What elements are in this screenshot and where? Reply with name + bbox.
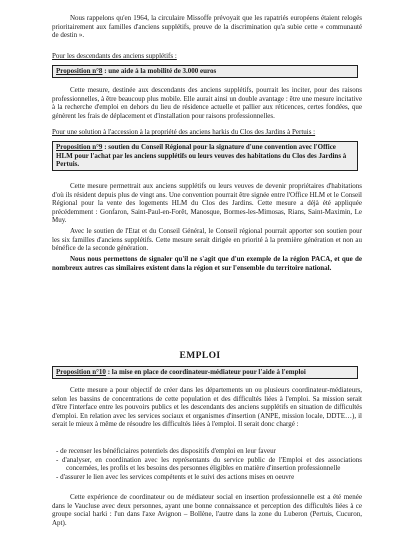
- duties-list: [52, 447, 362, 481]
- proposition-10-box: [52, 366, 358, 379]
- list-item: - d'analyser, en coordination avec les représentants du service public de l'Emploi et des associations concernées, les profils et les besoins des personnes éligibles en matière d'insertion professionnelle: [56, 455, 363, 473]
- proposition-9-box: [52, 141, 358, 171]
- note-paragraph: Nous nous permettons de signaler qu'il ne s'agit que d'un exemple de la région PACA, et que de nombreux autres cas similaires existent dans la région et sur l'ensemble du territoire national.: [52, 255, 362, 272]
- list-marker: -: [56, 472, 59, 481]
- proposition-9-label: Proposition n°9: [56, 143, 103, 151]
- list-marker: -: [56, 455, 59, 464]
- final-paragraph: Cette expérience de coordinateur ou de médiateur social en insertion professionnelle est a été menée dans le Vaucluse avec deux personnes, ayant une bonne connaissance et perception des difficultés liées à ce groupe social harki : l'un dans l'axe Avignon – Bollène, l'autre dans la zone du Luberon (Pertuis, Cucuron, Apt).: [52, 493, 362, 527]
- proposition-8-label: Proposition n°8: [56, 67, 103, 75]
- proposition-8-body: Cette mesure, destinée aux descendants des anciens supplétifs, pourrait les inciter, pour des raisons professionnelles, à être beaucoup plus mobile. Elle aurait ainsi un double avantage : être une mesure incitative à la recherche d'emploi en dehors du lieu de résidence actuelle et pallier aux réticences, certes fondées, que génèrent les frais de déplacement et d'installation pour raisons professionnelles.: [52, 86, 362, 120]
- proposition-10-text: : la mise en place de coordinateur-médiateur pour l'aide à l'emploi: [105, 368, 306, 376]
- heading-accession: Pour une solution à l'accession à la propriété des anciens harkis du Clos des Jardins à Pertuis :: [52, 128, 316, 136]
- section-title-emploi: EMPLOI: [179, 351, 221, 361]
- intro-paragraph: Nous rappelons qu'en 1964, la circulaire Missoffe prévoyait que les rapatriés européens étaient relogés prioritairement aux familles d'anciens supplétifs, preuve de la discrimination qu'a subie cette « communauté de destin ».: [52, 14, 362, 40]
- proposition-9-body-1: Cette mesure permettrait aux anciens supplétifs ou leurs veuves de devenir propriétaires d'habitations d'où ils résident depuis plus de vingt ans. Une convention pourrait être signée entre l'Office HLM et le Conseil Régional pour la vente des logements HLM du Clos des Jardins. Cette mesure a déjà été appliquée précédemment : Gonfaron, Saint-Paul-en-Forêt, Manosque, Bormes-les-Mimosas, Rians, Saint-Maximin, Le Muy.: [52, 182, 362, 225]
- proposition-8-box: [52, 65, 358, 78]
- proposition-10-label: Proposition n°10: [56, 368, 106, 376]
- list-marker: -: [56, 447, 59, 455]
- proposition-9-text: : soutien du Conseil Régional pour la signature d'une convention avec l'Office HLM pour l'achat par les anciens supplétifs ou leurs veuves des habitations du Clos des Jardins à Pertuis.: [56, 143, 347, 169]
- list-item: - d'assurer le lien avec les services compétents et le suivi des actions mises en oeuvre: [56, 472, 295, 481]
- proposition-10-body: Cette mesure a pour objectif de créer dans les départements un ou plusieurs coordinateur-médiateurs, selon les bassins de concentrations de cette population et des difficultés liées à l'emploi. Sa mission serait d'être l'interface entre les pouvoirs publics et les descendants des anciens supplétifs en situation de difficultés d'emploi. En relation avec les services sociaux et organismes d'insertion (ANPE, mission locale, DDTE…), il serait le mieux à même de résoudre les difficultés liées à l'emploi. Il serait donc chargé :: [52, 386, 362, 429]
- proposition-9-body-2: Avec le soutien de l'Etat et du Conseil Général, le Conseil régional pourrait apporter son soutien pour les six familles d'anciens supplétifs. Cette mesure serait dirigée en priorité à la première génération et non au bénéfice de la seconde génération.: [52, 227, 362, 253]
- heading-descendants: Pour les descendants des anciens supplétifs :: [52, 52, 177, 60]
- list-item: - de recenser les bénéficiaires potentiels des dispositifs d'emploi en leur faveur: [56, 447, 276, 455]
- proposition-8-text: : une aide à la mobilité de 3.000 euros: [102, 67, 217, 75]
